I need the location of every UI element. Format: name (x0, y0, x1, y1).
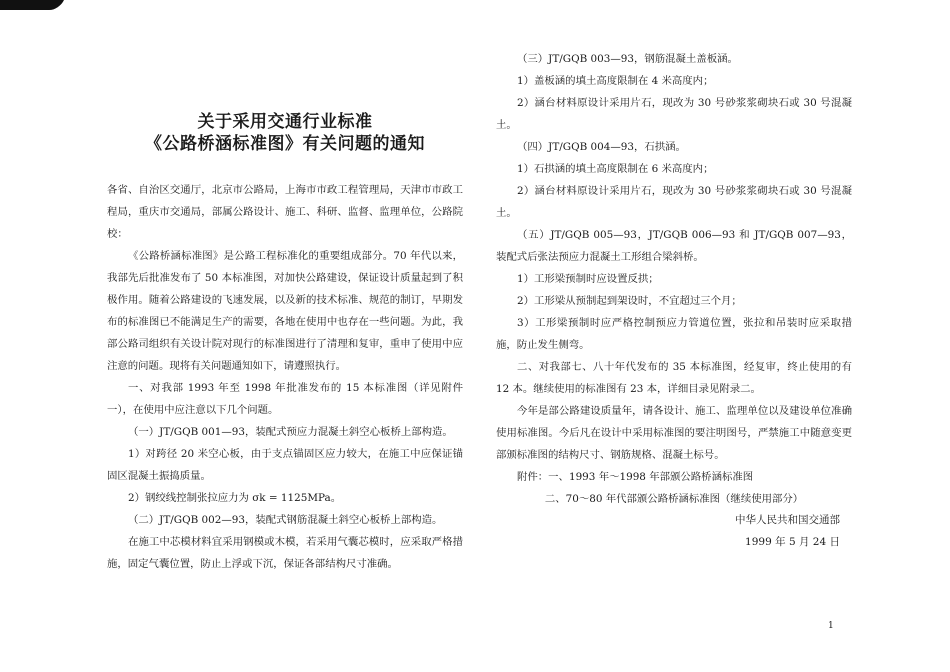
item-3-point-1: 1）盖板涵的填土高度限制在 4 米高度内； (517, 75, 714, 87)
quality-year-paragraph: 今年是部公路建设质量年，请各设计、施工、监理单位以及建设单位准确使用标准图。今后凡在设计中采用标准图的要注明图号，严禁施工中随意变更部颁标准图的结构尺寸、钢筋规格、混凝土标号。 (496, 405, 852, 461)
item-3-point-2: 2）涵台材料原设计采用片石，现改为 30 号砂浆浆砌块石或 30 号混凝土。 (496, 97, 852, 131)
item-4-point-1: 1）石拱涵的填土高度限制在 6 米高度内； (517, 163, 714, 175)
item-1-point-2: 2）钢绞线控制张拉应力为 σk = 1125MPa。 (128, 492, 342, 504)
left-column (107, 179, 463, 575)
item-2-text: 在施工中芯模材料宜采用钢模或木模，若采用气囊芯模时，应采取严格措施，固定气囊位置，防止上浮或下沉，保证各部结构尺寸准确。 (107, 536, 463, 570)
addressee-paragraph: 各省、自治区交通厅，北京市公路局，上海市市政工程管理局，天津市市政工程局，重庆市交通局，部属公路设计、施工、科研、监督、监理单位，公路院校： (107, 184, 463, 240)
item-5-point-2: 2）工形梁从预制起到架设时，不宜超过三个月； (517, 295, 742, 307)
item-4-heading: （四）JT/GQB 004—93，石拱涵。 (517, 141, 686, 153)
item-1-point-1: 1）对跨径 20 米空心板，由于支点锚固区应力较大，在施工中应保证锚固区混凝土振捣质量。 (107, 448, 463, 482)
item-3-heading: （三）JT/GQB 003—93，钢筋混凝土盖板涵。 (517, 53, 738, 65)
section-two-paragraph: 二、对我部七、八十年代发布的 35 本标准图，经复审，终止使用的有 12 本。继续使用的标准图有 23 本，详细目录见附录二。 (496, 361, 852, 395)
item-5-point-1: 1）工形梁预制时应设置反拱； (517, 273, 659, 285)
page-number: 1 (828, 621, 834, 631)
right-column (496, 48, 852, 510)
issuing-organization: 中华人民共和国交通部 (735, 514, 840, 526)
item-4-point-2: 2）涵台材料原设计采用片石，现改为 30 号砂浆浆砌块石或 30 号混凝土。 (496, 185, 852, 219)
scan-edge-mark (0, 0, 64, 10)
issue-date: 1999 年 5 月 24 日 (745, 536, 840, 548)
attachment-line-2: 二、70～80 年代部颁公路桥涵标准图（继续使用部分） (544, 493, 804, 505)
item-1-heading: （一）JT/GQB 001—93，装配式预应力混凝土斜空心板桥上部构造。 (128, 426, 453, 438)
item-5-point-3: 3）工形梁预制时应严格控制预应力管道位置，张拉和吊装时应采取措施，防止发生侧弯。 (496, 317, 852, 351)
intro-paragraph: 《公路桥涵标准图》是公路工程标准化的重要组成部分。70 年代以来，我部先后批准发布了 50 本标准图，对加快公路建设，保证设计质量起到了积极作用。随着公路建设的飞速发展，以及新的技术标准、规范的制订，早期发布的标准图已不能满足生产的需要，各地在使用中也存在一些问题。为此，我部公路司组织有关设计院对现行的标准图进行了清理和复审，重申了使用中应注意的问题。现将有关问题通知如下，请遵照执行。 (107, 250, 463, 372)
attachment-line-1: 附件：一、1993 年～1998 年部颁公路桥涵标准图 (517, 471, 754, 483)
item-5-heading: （五）JT/GQB 005—93，JT/GQB 006—93 和 JT/GQB 007—93，装配式后张法预应力混凝土工形组合梁斜桥。 (496, 229, 852, 263)
document-title-line-1: 关于采用交通行业标准 (197, 112, 373, 132)
item-2-heading: （二）JT/GQB 002—93，装配式钢筋混凝土斜空心板桥上部构造。 (128, 514, 443, 526)
document-title-line-2: 《公路桥涵标准图》有关问题的通知 (145, 134, 425, 154)
section-one-heading: 一、对我部 1993 年至 1998 年批准发布的 15 本标准图（详见附件一），在使用中应注意以下几个问题。 (107, 382, 463, 416)
